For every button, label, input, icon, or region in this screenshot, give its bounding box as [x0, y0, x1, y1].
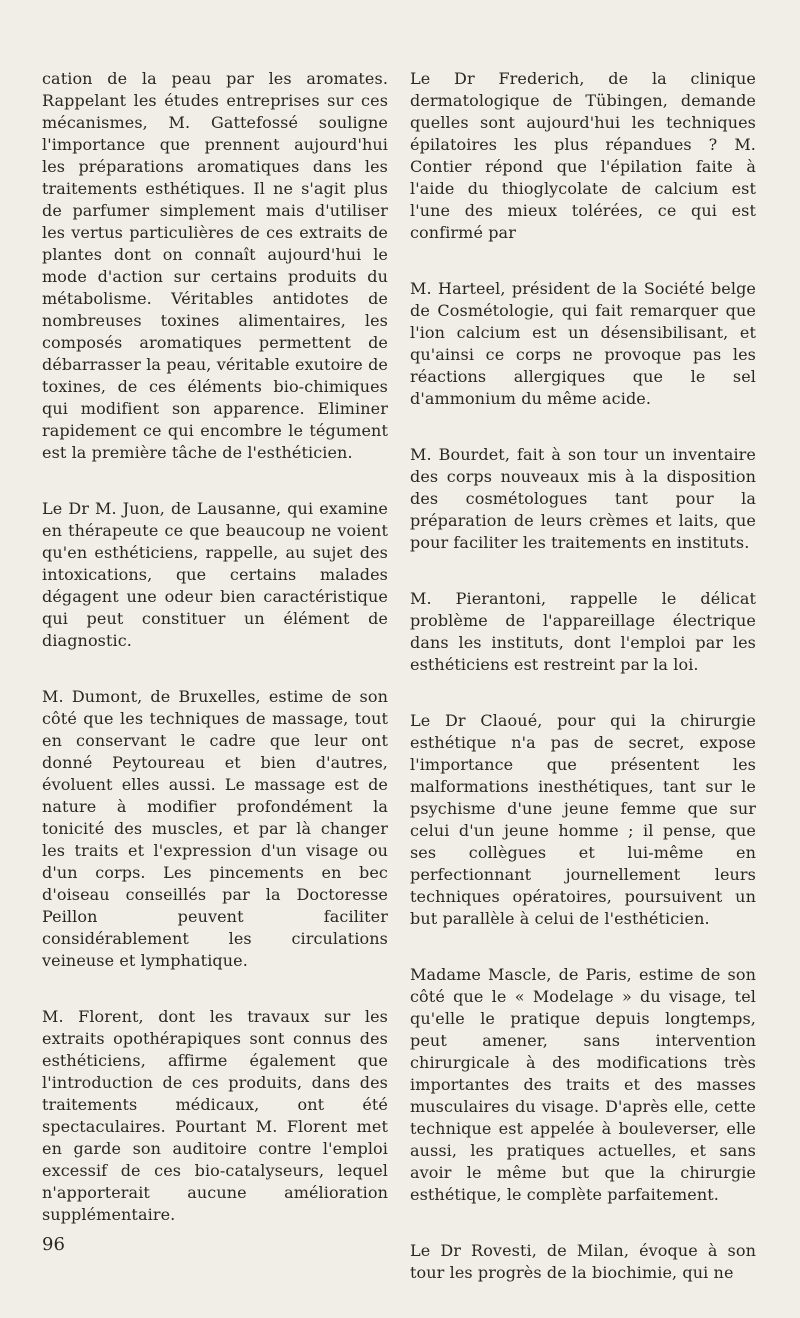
- left-column: [42, 68, 388, 1260]
- paragraph-pierantoni: M. Pierantoni, rappelle le délicat problème de l'appareillage électrique dans les instituts, dont l'emploi par les esthéticiens est restreint par la loi.: [410, 589, 756, 674]
- paragraph-florent: M. Florent, dont les travaux sur les extraits opothérapiques sont connus des esthéticiens, affirme également que l'introduction de ces produits, dans des traitements médicaux, ont été spectaculaires. Pourtant M. Florent met en garde son auditoire contre l'emploi excessif de ces bio-catalyseurs, lequel n'apporterait aucune amélioration supplémentaire.: [42, 1007, 388, 1224]
- paragraph-frederich: Le Dr Frederich, de la clinique dermatologique de Tübingen, demande quelles sont aujourd'hui les techniques épilatoires les plus répandues ? M. Contier répond que l'épilation faite à l'aide du thioglycolate de calcium est l'une des mieux tolérées, ce qui est confirmé par: [410, 69, 756, 242]
- paragraph-juon: Le Dr M. Juon, de Lausanne, qui examine en thérapeute ce que beaucoup ne voient qu'en esthéticiens, rappelle, au sujet des intoxications, que certains malades dégagent une odeur bien caractéristique qui peut constituer un élément de diagnostic.: [42, 499, 388, 650]
- paragraph-rovesti: Le Dr Rovesti, de Milan, évoque à son tour les progrès de la biochimie, qui ne: [410, 1241, 756, 1282]
- paragraph-claoue: Le Dr Claoué, pour qui la chirurgie esthétique n'a pas de secret, expose l'importance que présentent les malformations inesthétiques, tant sur le psychisme d'une jeune femme que sur celui d'un jeune homme ; il pense, que ses collègues et lui-même en perfectionnant journellement leurs techniques opératoires, poursuivent un but parallèle à celui de l'esthéticien.: [410, 711, 756, 928]
- page-number: 96: [42, 1234, 65, 1255]
- right-column: [410, 68, 756, 1318]
- paragraph-harteel: M. Harteel, président de la Société belge de Cosmétologie, qui fait remarquer que l'ion calcium est un désensibilisant, et qu'ainsi ce corps ne provoque pas les réactions allergiques que le sel d'ammonium du même acide.: [410, 279, 756, 408]
- paragraph-dumont: M. Dumont, de Bruxelles, estime de son côté que les techniques de massage, tout en conservant le cadre que leur ont donné Peytoureau et bien d'autres, évoluent elles aussi. Le massage est de nature à modifier profondément la tonicité des muscles, et par là changer les traits et l'expression d'un visage ou d'un corps. Les pincements en bec d'oiseau conseillés par la Doctoresse Peillon peuvent faciliter considérablement les circulations veineuse et lymphatique.: [42, 687, 388, 970]
- paragraph-bourdet: M. Bourdet, fait à son tour un inventaire des corps nouveaux mis à la disposition des cosmétologues tant pour la préparation de leurs crèmes et laits, que pour faciliter les traitements en instituts.: [410, 445, 756, 552]
- paragraph-mascle: Madame Mascle, de Paris, estime de son côté que le « Modelage » du visage, tel qu'elle le pratique depuis longtemps, peut amener, sans intervention chirurgicale à des modifications très importantes des traits et des masses musculaires du visage. D'après elle, cette technique est appelée à bouleverser, elle aussi, les pratiques actuelles, et sans avoir le même but que la chirurgie esthétique, le complète parfaitement.: [410, 965, 756, 1204]
- paragraph-gattefosse: cation de la peau par les aromates. Rappelant les études entreprises sur ces mécanismes, M. Gattefossé souligne l'importance que prennent aujourd'hui les préparations aromatiques dans les traitements esthétiques. Il ne s'agit plus de parfumer simplement mais d'utiliser les vertus particulières de ces extraits de plantes dont on connaît aujourd'hui le mode d'action sur certains produits du métabolisme. Véritables antidotes de nombreuses toxines alimentaires, les composés aromatiques permettent de débarrasser la peau, véritable exutoire de toxines, de ces éléments bio-chimiques qui modifient son apparence. Eliminer rapidement ce qui encombre le tégument est la première tâche de l'esthéticien.: [42, 69, 388, 462]
